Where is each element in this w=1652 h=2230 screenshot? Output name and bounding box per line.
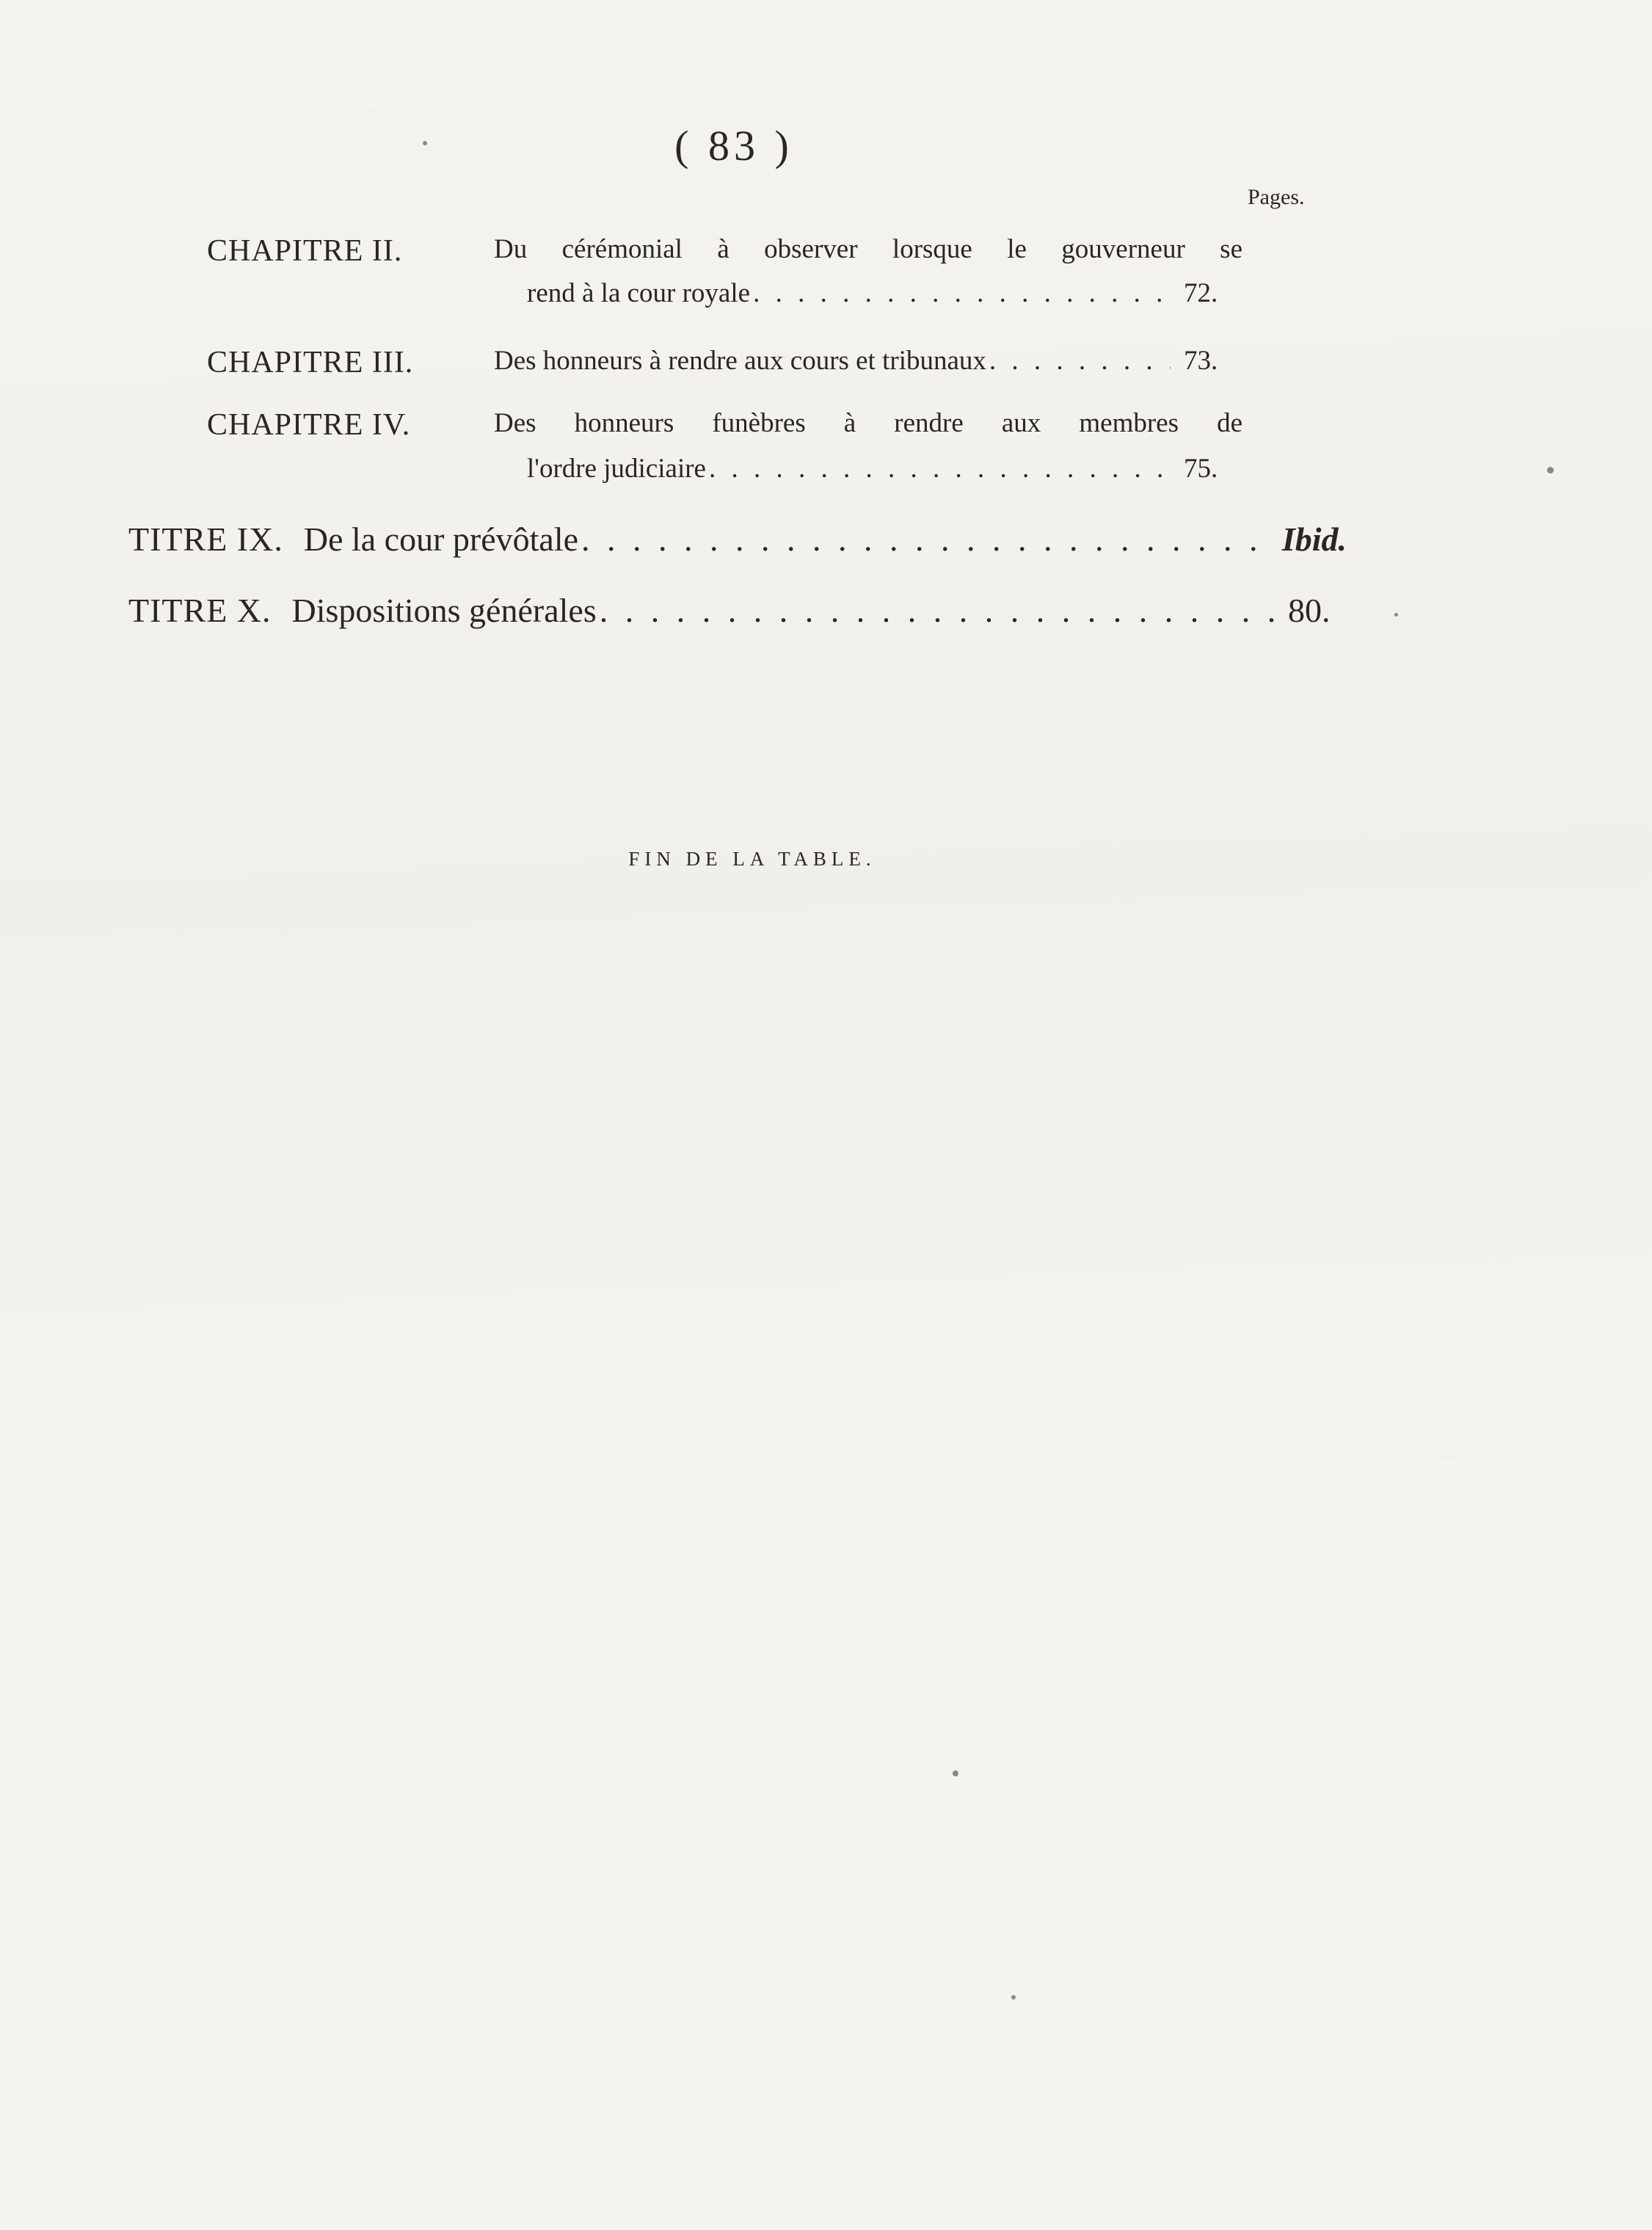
- paper-speck: [1394, 613, 1398, 617]
- page-ref: 75.: [1184, 454, 1218, 484]
- pages-column-label: Pages.: [1248, 185, 1305, 209]
- chapter-title-text: l'ordre judiciaire: [527, 454, 706, 484]
- chapter-title-line1: [494, 345, 1242, 377]
- chapter-label: CHAPITRE IV.: [207, 408, 411, 442]
- toc-entry-titre-9: [128, 520, 1347, 559]
- page-ref: 72.: [1184, 278, 1218, 308]
- titre-text: De la cour prévôtale: [303, 520, 579, 558]
- titre-text: Dispositions générales: [291, 592, 597, 629]
- paper-speck: [953, 1770, 958, 1776]
- page-ref: 73.: [1184, 346, 1218, 376]
- chapter-title-line2: [527, 453, 1242, 484]
- leader-dots: [581, 520, 1269, 559]
- titre-label: TITRE X.: [128, 592, 272, 629]
- page-ref: Ibid.: [1281, 520, 1347, 558]
- end-of-table: FIN DE LA TABLE.: [628, 848, 876, 870]
- chapter-label: CHAPITRE II.: [207, 234, 403, 268]
- paper-speck: [423, 141, 427, 145]
- page-number: ( 83 ): [674, 122, 793, 170]
- leader-dots: [753, 277, 1171, 309]
- page-ref: 80.: [1288, 592, 1331, 629]
- chapter-title-line1: Des honneurs funèbres à rendre aux membres de: [494, 408, 1242, 438]
- leader-dots: [709, 453, 1171, 484]
- chapter-title-line1: Du cérémonial à observer lorsque le gouverneur se: [494, 234, 1242, 264]
- paper-speck: [1011, 1995, 1016, 2000]
- chapter-label: CHAPITRE III.: [207, 346, 414, 379]
- chapter-title-text: rend à la cour royale: [527, 278, 751, 308]
- titre-label: TITRE IX.: [128, 520, 283, 558]
- leader-dots: [989, 345, 1171, 377]
- chapter-title-line2: [527, 277, 1242, 309]
- paper-speck: [1547, 467, 1554, 473]
- toc-entry-titre-10: [128, 591, 1347, 630]
- leader-dots: [600, 591, 1275, 630]
- chapter-title-text: Des honneurs à rendre aux cours et tribunaux: [494, 346, 986, 376]
